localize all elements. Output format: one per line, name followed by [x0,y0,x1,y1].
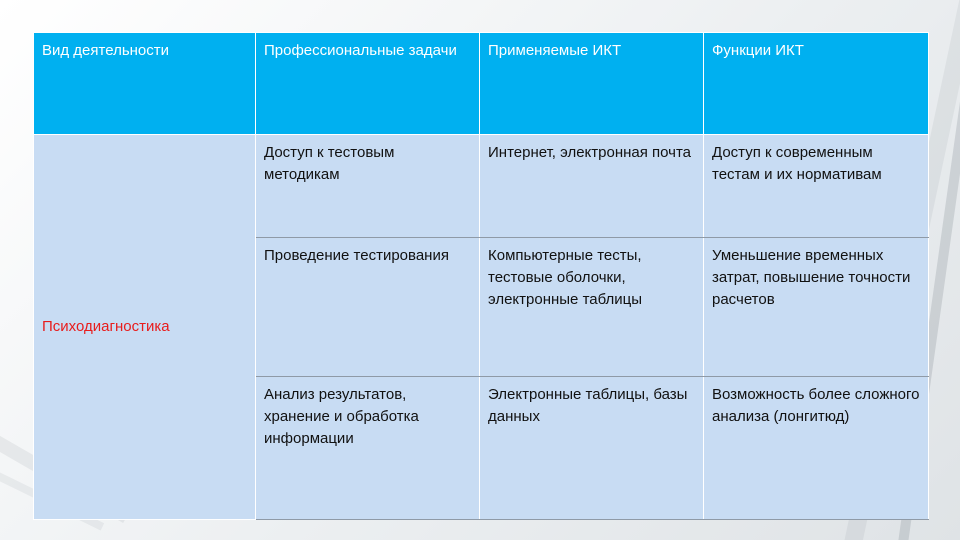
function-cell: Доступ к современным тестам и их нормативам [704,135,929,237]
ict-cell: Интернет, электронная почта [480,135,704,237]
header-ict: Применяемые ИКТ [480,33,704,135]
table-row [34,135,929,237]
function-cell: Возможность более сложного анализа (лонгитюд) [704,376,929,519]
ict-table [33,32,929,520]
table-header-row [34,33,929,135]
header-functions: Функции ИКТ [704,33,929,135]
ict-cell: Электронные таблицы, базы данных [480,376,704,519]
ict-cell: Компьютерные тесты, тестовые оболочки, электронные таблицы [480,237,704,376]
task-cell: Проведение тестирования [256,237,480,376]
function-cell: Уменьшение временных затрат, повышение точности расчетов [704,237,929,376]
header-tasks: Профессиональные задачи [256,33,480,135]
task-cell: Анализ результатов, хранение и обработка информации [256,376,480,519]
task-cell: Доступ к тестовым методикам [256,135,480,237]
activity-cell: Психодиагностика [34,135,256,520]
header-activity: Вид деятельности [34,33,256,135]
